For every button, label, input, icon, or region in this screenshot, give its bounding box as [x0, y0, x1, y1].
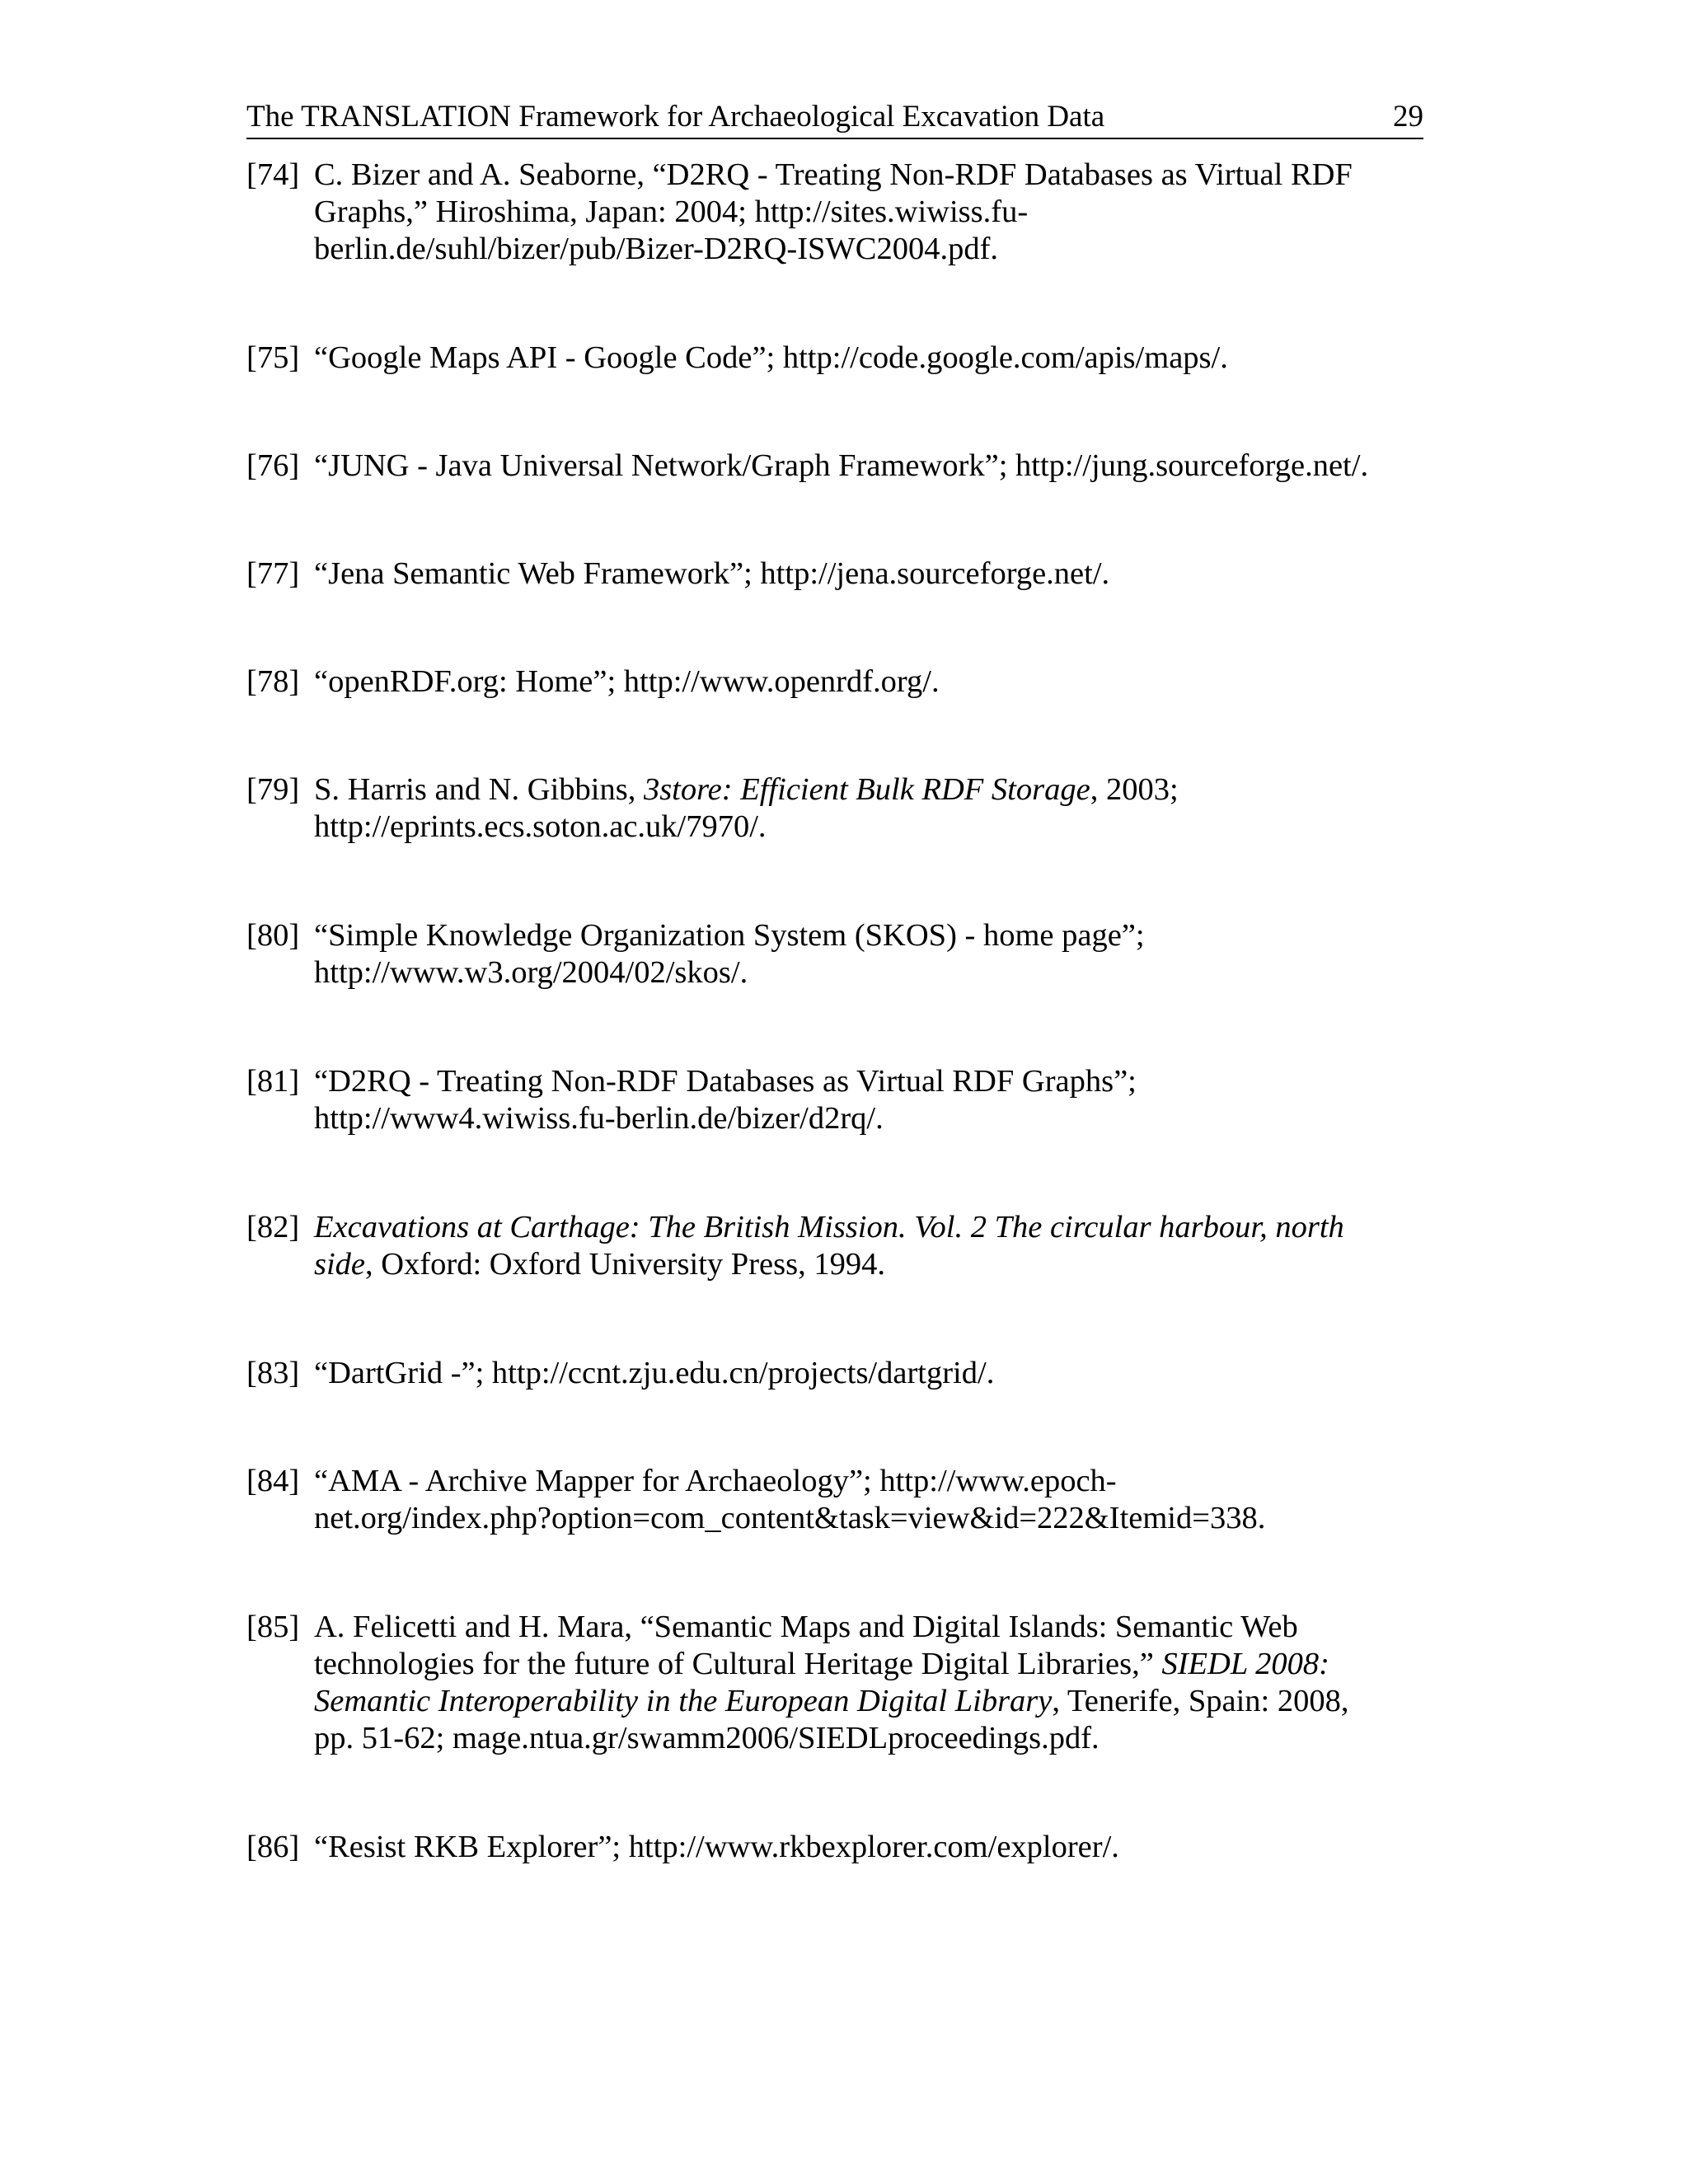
reference-line	[314, 1646, 1423, 1683]
reference-italic-text: Excavations at Carthage: The British Mission. Vol. 2 The circular harbour, north	[314, 1210, 1344, 1244]
reference-entry	[246, 157, 1423, 268]
reference-number: [79]	[246, 772, 300, 807]
reference-plain-text: A. Felicetti and H. Mara, “Semantic Maps and Digital Islands: Semantic Web	[314, 1610, 1298, 1644]
reference-number: [75]	[246, 340, 300, 375]
reference-plain-text: “Jena Semantic Web Framework”; http://jena.sourceforge.net/.	[314, 556, 1110, 591]
reference-text	[314, 1063, 1423, 1137]
reference-line	[314, 448, 1423, 485]
reference-number: [74]	[246, 157, 300, 192]
reference-entry	[246, 1355, 1423, 1392]
reference-entry	[246, 771, 1423, 846]
reference-text	[314, 448, 1423, 485]
reference-entry	[246, 1209, 1423, 1283]
reference-italic-text: 3store: Efficient Bulk RDF Storage	[643, 772, 1090, 807]
reference-entry	[246, 663, 1423, 701]
reference-italic-text: SIEDL 2008:	[1161, 1647, 1330, 1681]
reference-italic-text: Semantic Interoperability in the European Digital Library	[314, 1684, 1053, 1718]
reference-line	[314, 555, 1423, 593]
reference-text	[314, 1355, 1423, 1392]
reference-entry	[246, 555, 1423, 593]
running-header	[246, 96, 1423, 139]
reference-entry	[246, 1609, 1423, 1757]
reference-plain-text: “D2RQ - Treating Non-RDF Databases as Virtual RDF Graphs”;	[314, 1064, 1137, 1099]
reference-plain-text: “JUNG - Java Universal Network/Graph Framework”; http://jung.sourceforge.net/.	[314, 448, 1369, 483]
reference-text	[314, 771, 1423, 846]
reference-plain-text: “DartGrid -”; http://ccnt.zju.edu.cn/projects/dartgrid/.	[314, 1356, 995, 1390]
reference-plain-text: “Google Maps API - Google Code”; http://code.google.com/apis/maps/.	[314, 340, 1228, 375]
reference-number: [82]	[246, 1210, 300, 1244]
reference-text	[314, 555, 1423, 593]
reference-entry	[246, 917, 1423, 991]
reference-line	[314, 1683, 1423, 1720]
reference-line	[314, 954, 1423, 991]
page-number: 29	[1393, 100, 1423, 134]
reference-text	[314, 157, 1423, 268]
reference-number: [83]	[246, 1356, 300, 1390]
reference-line	[314, 1100, 1423, 1137]
reference-entry	[246, 448, 1423, 485]
reference-plain-text: http://eprints.ecs.soton.ac.uk/7970/.	[314, 809, 767, 844]
reference-text	[314, 340, 1423, 377]
reference-text	[314, 1209, 1423, 1283]
reference-plain-text: , 2003;	[1090, 772, 1179, 807]
reference-line	[314, 1609, 1423, 1646]
reference-line	[314, 194, 1423, 231]
reference-number: [80]	[246, 918, 300, 953]
reference-entry	[246, 1063, 1423, 1137]
reference-plain-text: http://www4.wiwiss.fu-berlin.de/bizer/d2rq/.	[314, 1101, 884, 1136]
reference-plain-text: Graphs,” Hiroshima, Japan: 2004; http://sites.wiwiss.fu-	[314, 194, 1029, 229]
reference-entry	[246, 1463, 1423, 1537]
reference-line	[314, 1500, 1423, 1537]
reference-number: [78]	[246, 664, 300, 699]
reference-line	[314, 771, 1423, 808]
reference-text	[314, 1609, 1423, 1757]
reference-line	[314, 663, 1423, 701]
reference-plain-text: , Oxford: Oxford University Press, 1994.	[365, 1247, 885, 1282]
reference-number: [81]	[246, 1064, 300, 1099]
reference-text	[314, 663, 1423, 701]
reference-italic-text: side	[314, 1247, 366, 1282]
reference-plain-text: net.org/index.php?option=com_content&task=view&id=222&Itemid=338.	[314, 1501, 1266, 1535]
reference-plain-text: http://www.w3.org/2004/02/skos/.	[314, 955, 748, 990]
reference-line	[314, 1829, 1423, 1866]
reference-plain-text: “AMA - Archive Mapper for Archaeology”; http://www.epoch-	[314, 1464, 1117, 1498]
reference-plain-text: pp. 51-62; mage.ntua.gr/swamm2006/SIEDLproceedings.pdf.	[314, 1721, 1100, 1755]
reference-entry	[246, 1829, 1423, 1866]
reference-line	[314, 808, 1423, 846]
reference-plain-text: technologies for the future of Cultural Heritage Digital Libraries,”	[314, 1647, 1162, 1681]
reference-line	[314, 917, 1423, 954]
reference-text	[314, 1463, 1423, 1537]
reference-plain-text: “Resist RKB Explorer”; http://www.rkbexplorer.com/explorer/.	[314, 1830, 1119, 1864]
reference-line	[314, 1720, 1423, 1757]
reference-text	[314, 917, 1423, 991]
reference-line	[314, 231, 1423, 268]
reference-line	[314, 1209, 1423, 1246]
reference-plain-text: “Simple Knowledge Organization System (SKOS) - home page”;	[314, 918, 1145, 953]
reference-number: [84]	[246, 1464, 300, 1498]
reference-line	[314, 157, 1423, 194]
reference-line	[314, 1063, 1423, 1100]
reference-plain-text: berlin.de/suhl/bizer/pub/Bizer-D2RQ-ISWC2004.pdf.	[314, 232, 999, 266]
running-header-title: The TRANSLATION Framework for Archaeological Excavation Data	[246, 100, 1105, 134]
reference-plain-text: , Tenerife, Spain: 2008,	[1052, 1684, 1349, 1718]
reference-plain-text: S. Harris and N. Gibbins,	[314, 772, 644, 807]
reference-number: [86]	[246, 1830, 300, 1864]
reference-number: [85]	[246, 1610, 300, 1644]
reference-line	[314, 1355, 1423, 1392]
reference-plain-text: “openRDF.org: Home”; http://www.openrdf.org/.	[314, 664, 940, 699]
reference-number: [76]	[246, 448, 300, 483]
reference-text	[314, 1829, 1423, 1866]
reference-number: [77]	[246, 556, 300, 591]
reference-line	[314, 1246, 1423, 1283]
reference-line	[314, 340, 1423, 377]
reference-plain-text: C. Bizer and A. Seaborne, “D2RQ - Treating Non-RDF Databases as Virtual RDF	[314, 157, 1353, 192]
reference-entry	[246, 340, 1423, 377]
reference-line	[314, 1463, 1423, 1500]
